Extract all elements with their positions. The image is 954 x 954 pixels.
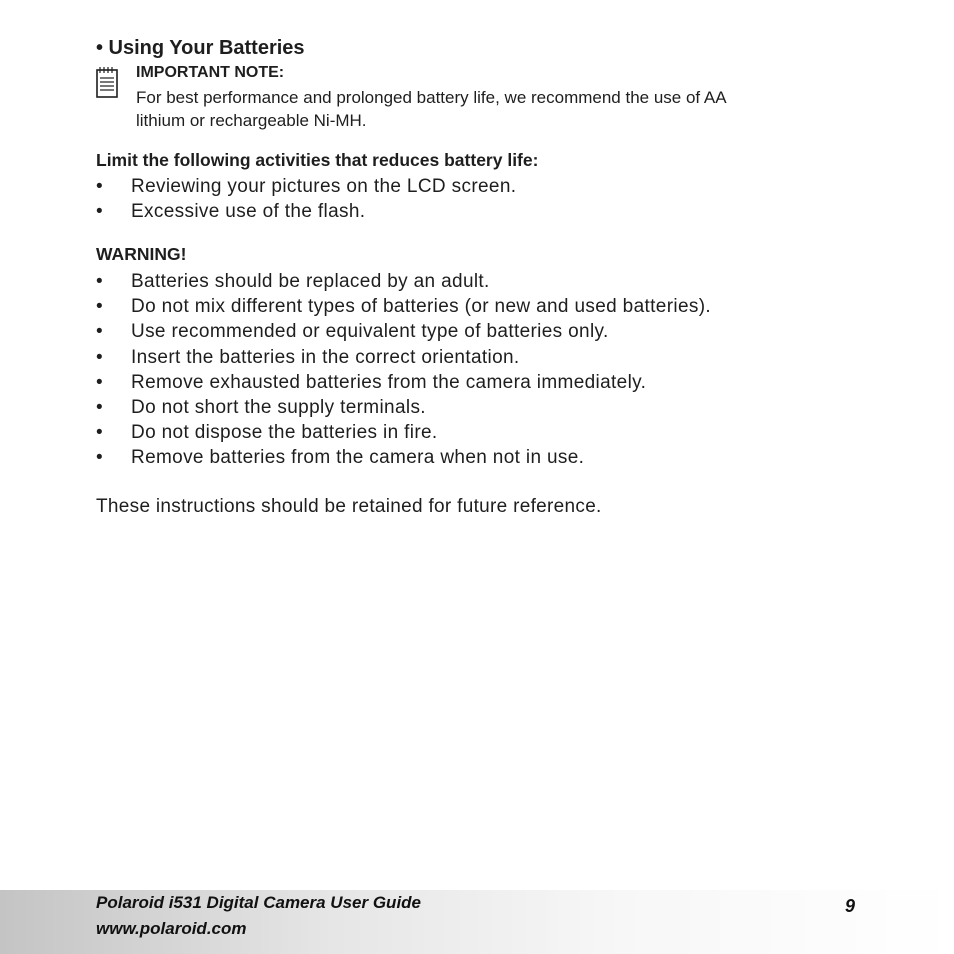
bullet: • (96, 447, 103, 469)
bullet: • (96, 371, 103, 393)
bullet: • (96, 176, 103, 197)
footer-guide-title: Polaroid i531 Digital Camera User Guide (96, 893, 422, 912)
page-number: 9 (845, 896, 856, 916)
section-heading: • Using Your Batteries (96, 37, 305, 59)
notepad-icon (96, 66, 118, 98)
note-line: For best performance and prolonged battery life, we recommend the use of AA (136, 88, 727, 107)
closing-statement: These instructions should be retained for future reference. (96, 496, 602, 517)
important-note-title: IMPORTANT NOTE: (136, 64, 285, 81)
note-line: lithium or rechargeable Ni-MH. (136, 111, 367, 130)
footer-website: www.polaroid.com (96, 919, 247, 938)
bullet: • (96, 346, 103, 368)
limit-heading: Limit the following activities that reduces battery life: (96, 150, 539, 170)
bullet: • (96, 321, 103, 343)
bullet: • (96, 296, 103, 318)
warning-heading: WARNING! (96, 244, 187, 264)
bullet: • (96, 271, 103, 292)
bullet: • (96, 201, 103, 223)
page-footer (0, 890, 954, 954)
important-note-body (136, 86, 876, 132)
bullet: • (96, 396, 103, 418)
bullet: • (96, 422, 103, 444)
